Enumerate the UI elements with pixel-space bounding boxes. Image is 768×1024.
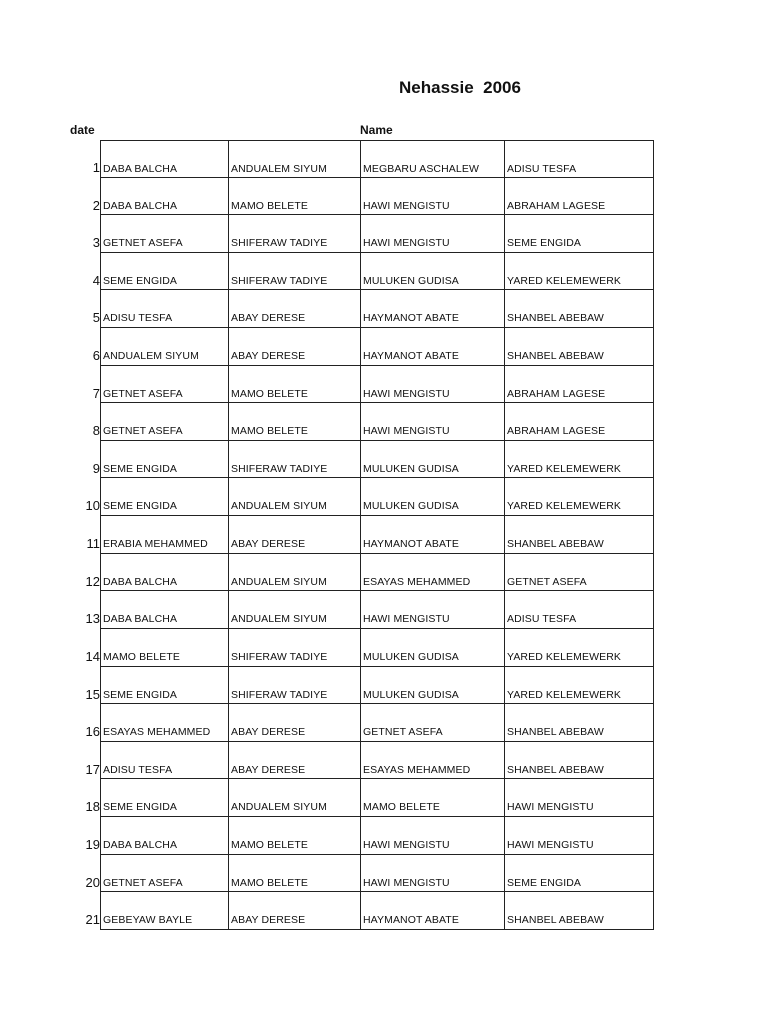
row-date-number: 2 <box>92 197 100 213</box>
name-cell: SHANBEL ABEBAW <box>505 328 654 366</box>
row-date-number: 4 <box>92 272 100 288</box>
name-cell: MEGBARU ASCHALEW <box>361 140 505 178</box>
name-cell: ABAY DERESE <box>229 290 361 328</box>
name-cell: HAYMANOT ABATE <box>361 290 505 328</box>
name-cell: SEME ENGIDA <box>100 253 229 291</box>
name-cell: ABRAHAM LAGESE <box>505 403 654 441</box>
table-row <box>78 140 654 178</box>
name-cell: GETNET ASEFA <box>100 403 229 441</box>
row-date-number: 9 <box>92 460 100 476</box>
name-cell: ANDUALEM SIYUM <box>229 140 361 178</box>
name-cell: MAMO BELETE <box>361 779 505 817</box>
table-row <box>78 742 654 780</box>
name-cell: SEME ENGIDA <box>100 779 229 817</box>
name-cell: ABAY DERESE <box>229 516 361 554</box>
name-cell: HAWI MENGISTU <box>361 403 505 441</box>
name-cell: MULUKEN GUDISA <box>361 629 505 667</box>
table-row <box>78 178 654 216</box>
name-cell: DABA BALCHA <box>100 817 229 855</box>
name-cell: HAWI MENGISTU <box>361 366 505 404</box>
name-cell: HAWI MENGISTU <box>361 215 505 253</box>
row-date-number: 5 <box>92 310 100 326</box>
name-cell: GETNET ASEFA <box>505 554 654 592</box>
name-cell: DABA BALCHA <box>100 554 229 592</box>
name-cell: ERABIA MEHAMMED <box>100 516 229 554</box>
name-cell: ANDUALEM SIYUM <box>229 478 361 516</box>
name-cell: ANDUALEM SIYUM <box>229 779 361 817</box>
name-cell: HAWI MENGISTU <box>361 855 505 893</box>
table-row <box>78 892 654 930</box>
name-cell: SHIFERAW TADIYE <box>229 215 361 253</box>
name-cell: MAMO BELETE <box>229 403 361 441</box>
name-cell: ABRAHAM LAGESE <box>505 366 654 404</box>
row-date-number: 10 <box>85 498 100 514</box>
name-cell: MAMO BELETE <box>229 855 361 893</box>
table-row <box>78 591 654 629</box>
name-cell: DABA BALCHA <box>100 140 229 178</box>
row-date-number: 20 <box>85 874 100 890</box>
name-cell: SEME ENGIDA <box>505 215 654 253</box>
name-cell: ESAYAS MEHAMMED <box>361 742 505 780</box>
name-cell: ABRAHAM LAGESE <box>505 178 654 216</box>
name-cell: ANDUALEM SIYUM <box>100 328 229 366</box>
row-date-number: 19 <box>85 836 100 852</box>
name-cell: ABAY DERESE <box>229 892 361 930</box>
table-row <box>78 441 654 479</box>
table-row <box>78 403 654 441</box>
row-date-number: 17 <box>85 761 100 777</box>
name-cell: SHIFERAW TADIYE <box>229 667 361 705</box>
name-cell: MULUKEN GUDISA <box>361 478 505 516</box>
table-row <box>78 478 654 516</box>
row-date-number: 21 <box>85 912 100 928</box>
date-column-header: date <box>70 123 95 137</box>
name-cell: ADISU TESFA <box>100 742 229 780</box>
name-cell: HAWI MENGISTU <box>361 817 505 855</box>
name-cell: HAWI MENGISTU <box>361 591 505 629</box>
name-cell: DABA BALCHA <box>100 178 229 216</box>
row-date-number: 13 <box>85 611 100 627</box>
name-cell: SHANBEL ABEBAW <box>505 742 654 780</box>
row-date-number: 8 <box>92 423 100 439</box>
name-cell: GETNET ASEFA <box>100 366 229 404</box>
name-cell: SHANBEL ABEBAW <box>505 516 654 554</box>
table-row <box>78 704 654 742</box>
name-cell: ADISU TESFA <box>505 591 654 629</box>
table-row <box>78 328 654 366</box>
name-cell: MAMO BELETE <box>229 178 361 216</box>
table-row <box>78 855 654 893</box>
table-row <box>78 253 654 291</box>
name-cell: YARED KELEMEWERK <box>505 441 654 479</box>
name-cell: HAWI MENGISTU <box>505 817 654 855</box>
name-cell: ABAY DERESE <box>229 742 361 780</box>
schedule-table <box>78 140 654 930</box>
name-cell: SHIFERAW TADIYE <box>229 629 361 667</box>
table-row <box>78 817 654 855</box>
name-cell: ESAYAS MEHAMMED <box>361 554 505 592</box>
row-date-number: 14 <box>85 648 100 664</box>
name-cell: SEME ENGIDA <box>100 667 229 705</box>
table-row <box>78 629 654 667</box>
name-cell: HAYMANOT ABATE <box>361 328 505 366</box>
row-date-number: 18 <box>85 799 100 815</box>
name-cell: MULUKEN GUDISA <box>361 253 505 291</box>
table-row <box>78 554 654 592</box>
name-cell: ADISU TESFA <box>100 290 229 328</box>
name-cell: MAMO BELETE <box>229 366 361 404</box>
table-row <box>78 667 654 705</box>
name-cell: DABA BALCHA <box>100 591 229 629</box>
name-cell: SHANBEL ABEBAW <box>505 892 654 930</box>
page-title: Nehassie 2006 <box>399 78 521 97</box>
name-cell: SEME ENGIDA <box>505 855 654 893</box>
name-cell: MAMO BELETE <box>100 629 229 667</box>
table-row <box>78 516 654 554</box>
name-cell: MULUKEN GUDISA <box>361 441 505 479</box>
row-date-number: 12 <box>85 573 100 589</box>
name-cell: YARED KELEMEWERK <box>505 478 654 516</box>
name-cell: YARED KELEMEWERK <box>505 667 654 705</box>
name-column-header: Name <box>360 123 393 137</box>
name-cell: HAYMANOT ABATE <box>361 516 505 554</box>
name-cell: GEBEYAW BAYLE <box>100 892 229 930</box>
name-cell: SHIFERAW TADIYE <box>229 253 361 291</box>
name-cell: SEME ENGIDA <box>100 441 229 479</box>
name-cell: ANDUALEM SIYUM <box>229 554 361 592</box>
name-cell: SEME ENGIDA <box>100 478 229 516</box>
name-cell: YARED KELEMEWERK <box>505 629 654 667</box>
name-cell: HAWI MENGISTU <box>505 779 654 817</box>
table-row <box>78 779 654 817</box>
row-date-number: 16 <box>85 724 100 740</box>
name-cell: MAMO BELETE <box>229 817 361 855</box>
table-row <box>78 366 654 404</box>
name-cell: HAYMANOT ABATE <box>361 892 505 930</box>
name-cell: ANDUALEM SIYUM <box>229 591 361 629</box>
name-cell: MULUKEN GUDISA <box>361 667 505 705</box>
table-row <box>78 215 654 253</box>
name-cell: SHANBEL ABEBAW <box>505 290 654 328</box>
name-cell: HAWI MENGISTU <box>361 178 505 216</box>
row-date-number: 6 <box>92 348 100 364</box>
row-date-number: 15 <box>85 686 100 702</box>
row-date-number: 1 <box>92 160 100 175</box>
name-cell: ABAY DERESE <box>229 328 361 366</box>
name-cell: SHIFERAW TADIYE <box>229 441 361 479</box>
name-cell: ESAYAS MEHAMMED <box>100 704 229 742</box>
name-cell: YARED KELEMEWERK <box>505 253 654 291</box>
row-date-number: 11 <box>86 536 100 552</box>
row-date-number: 3 <box>92 235 100 251</box>
name-cell: GETNET ASEFA <box>100 215 229 253</box>
name-cell: ABAY DERESE <box>229 704 361 742</box>
row-date-number: 7 <box>92 385 100 401</box>
name-cell: SHANBEL ABEBAW <box>505 704 654 742</box>
name-cell: ADISU TESFA <box>505 140 654 178</box>
name-cell: GETNET ASEFA <box>361 704 505 742</box>
table-row <box>78 290 654 328</box>
name-cell: GETNET ASEFA <box>100 855 229 893</box>
